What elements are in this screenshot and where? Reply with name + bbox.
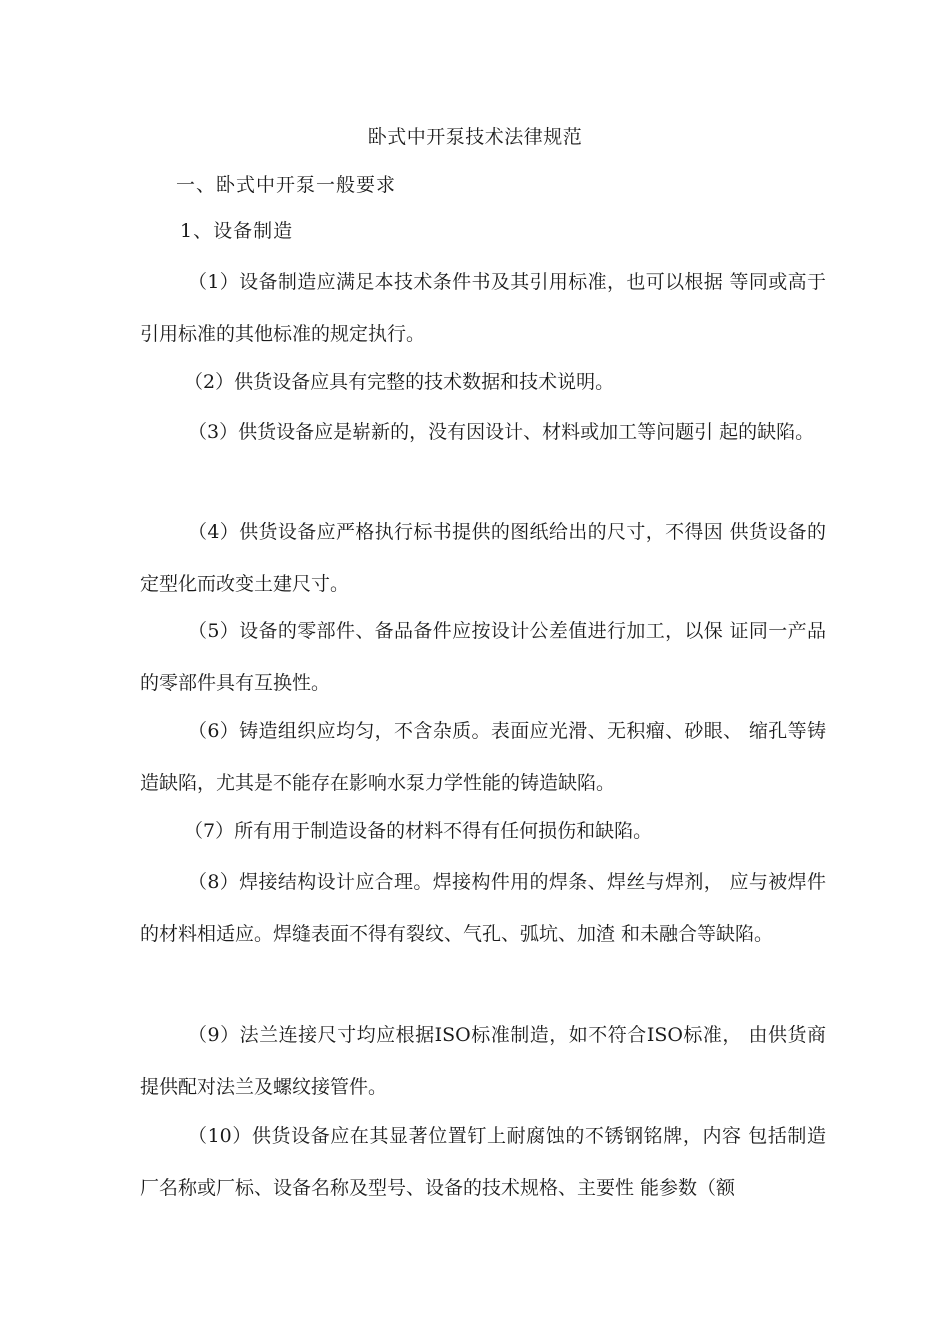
paragraph-7: （7）所有用于制造设备的材料不得有任何损伤和缺陷。 — [184, 820, 653, 842]
document-title: 卧式中开泵技术法律规范 — [367, 126, 583, 148]
section-heading: 一、卧式中开泵一般要求 — [176, 174, 397, 196]
paragraph-1: （1）设备制造应满足本技术条件书及其引用标准，也可以根据 等同或高于引用标准的其他标准的规定执行。 — [140, 271, 826, 345]
paragraph-2: （2）供货设备应具有完整的技术数据和技术说明。 — [184, 371, 615, 393]
paragraph-3: （3）供货设备应是崭新的，没有因设计、材料或加工等问题引 起的缺陷。 — [188, 421, 815, 443]
paragraph-4: （4）供货设备应严格执行标书提供的图纸给出的尺寸，不得因 供货设备的定型化而改变土建尺寸。 — [140, 521, 826, 595]
paragraph-5: （5）设备的零部件、备品备件应按设计公差值进行加工，以保 证同一产品的零部件具有互换性。 — [140, 620, 826, 694]
paragraph-6: （6）铸造组织应均匀，不含杂质。表面应光滑、无积瘤、砂眼、 缩孔等铸造缺陷，尤其是不能存在影响水泵力学性能的铸造缺陷。 — [140, 720, 826, 794]
paragraph-9: （9）法兰连接尺寸均应根据ISO标准制造，如不符合ISO标准， 由供货商提供配对法兰及螺纹接管件。 — [140, 1024, 826, 1098]
paragraph-10: （10）供货设备应在其显著位置钉上耐腐蚀的不锈钢铭牌，内容 包括制造厂名称或厂标、设备名称及型号、设备的技术规格、主要性 能参数（额 — [140, 1125, 826, 1199]
paragraph-8: （8）焊接结构设计应合理。焊接构件用的焊条、焊丝与焊剂， 应与被焊件的材料相适应。焊缝表面不得有裂纹、气孔、弧坑、加渣 和未融合等缺陷。 — [140, 871, 826, 945]
subsection-heading: 1、设备制造 — [180, 220, 294, 242]
